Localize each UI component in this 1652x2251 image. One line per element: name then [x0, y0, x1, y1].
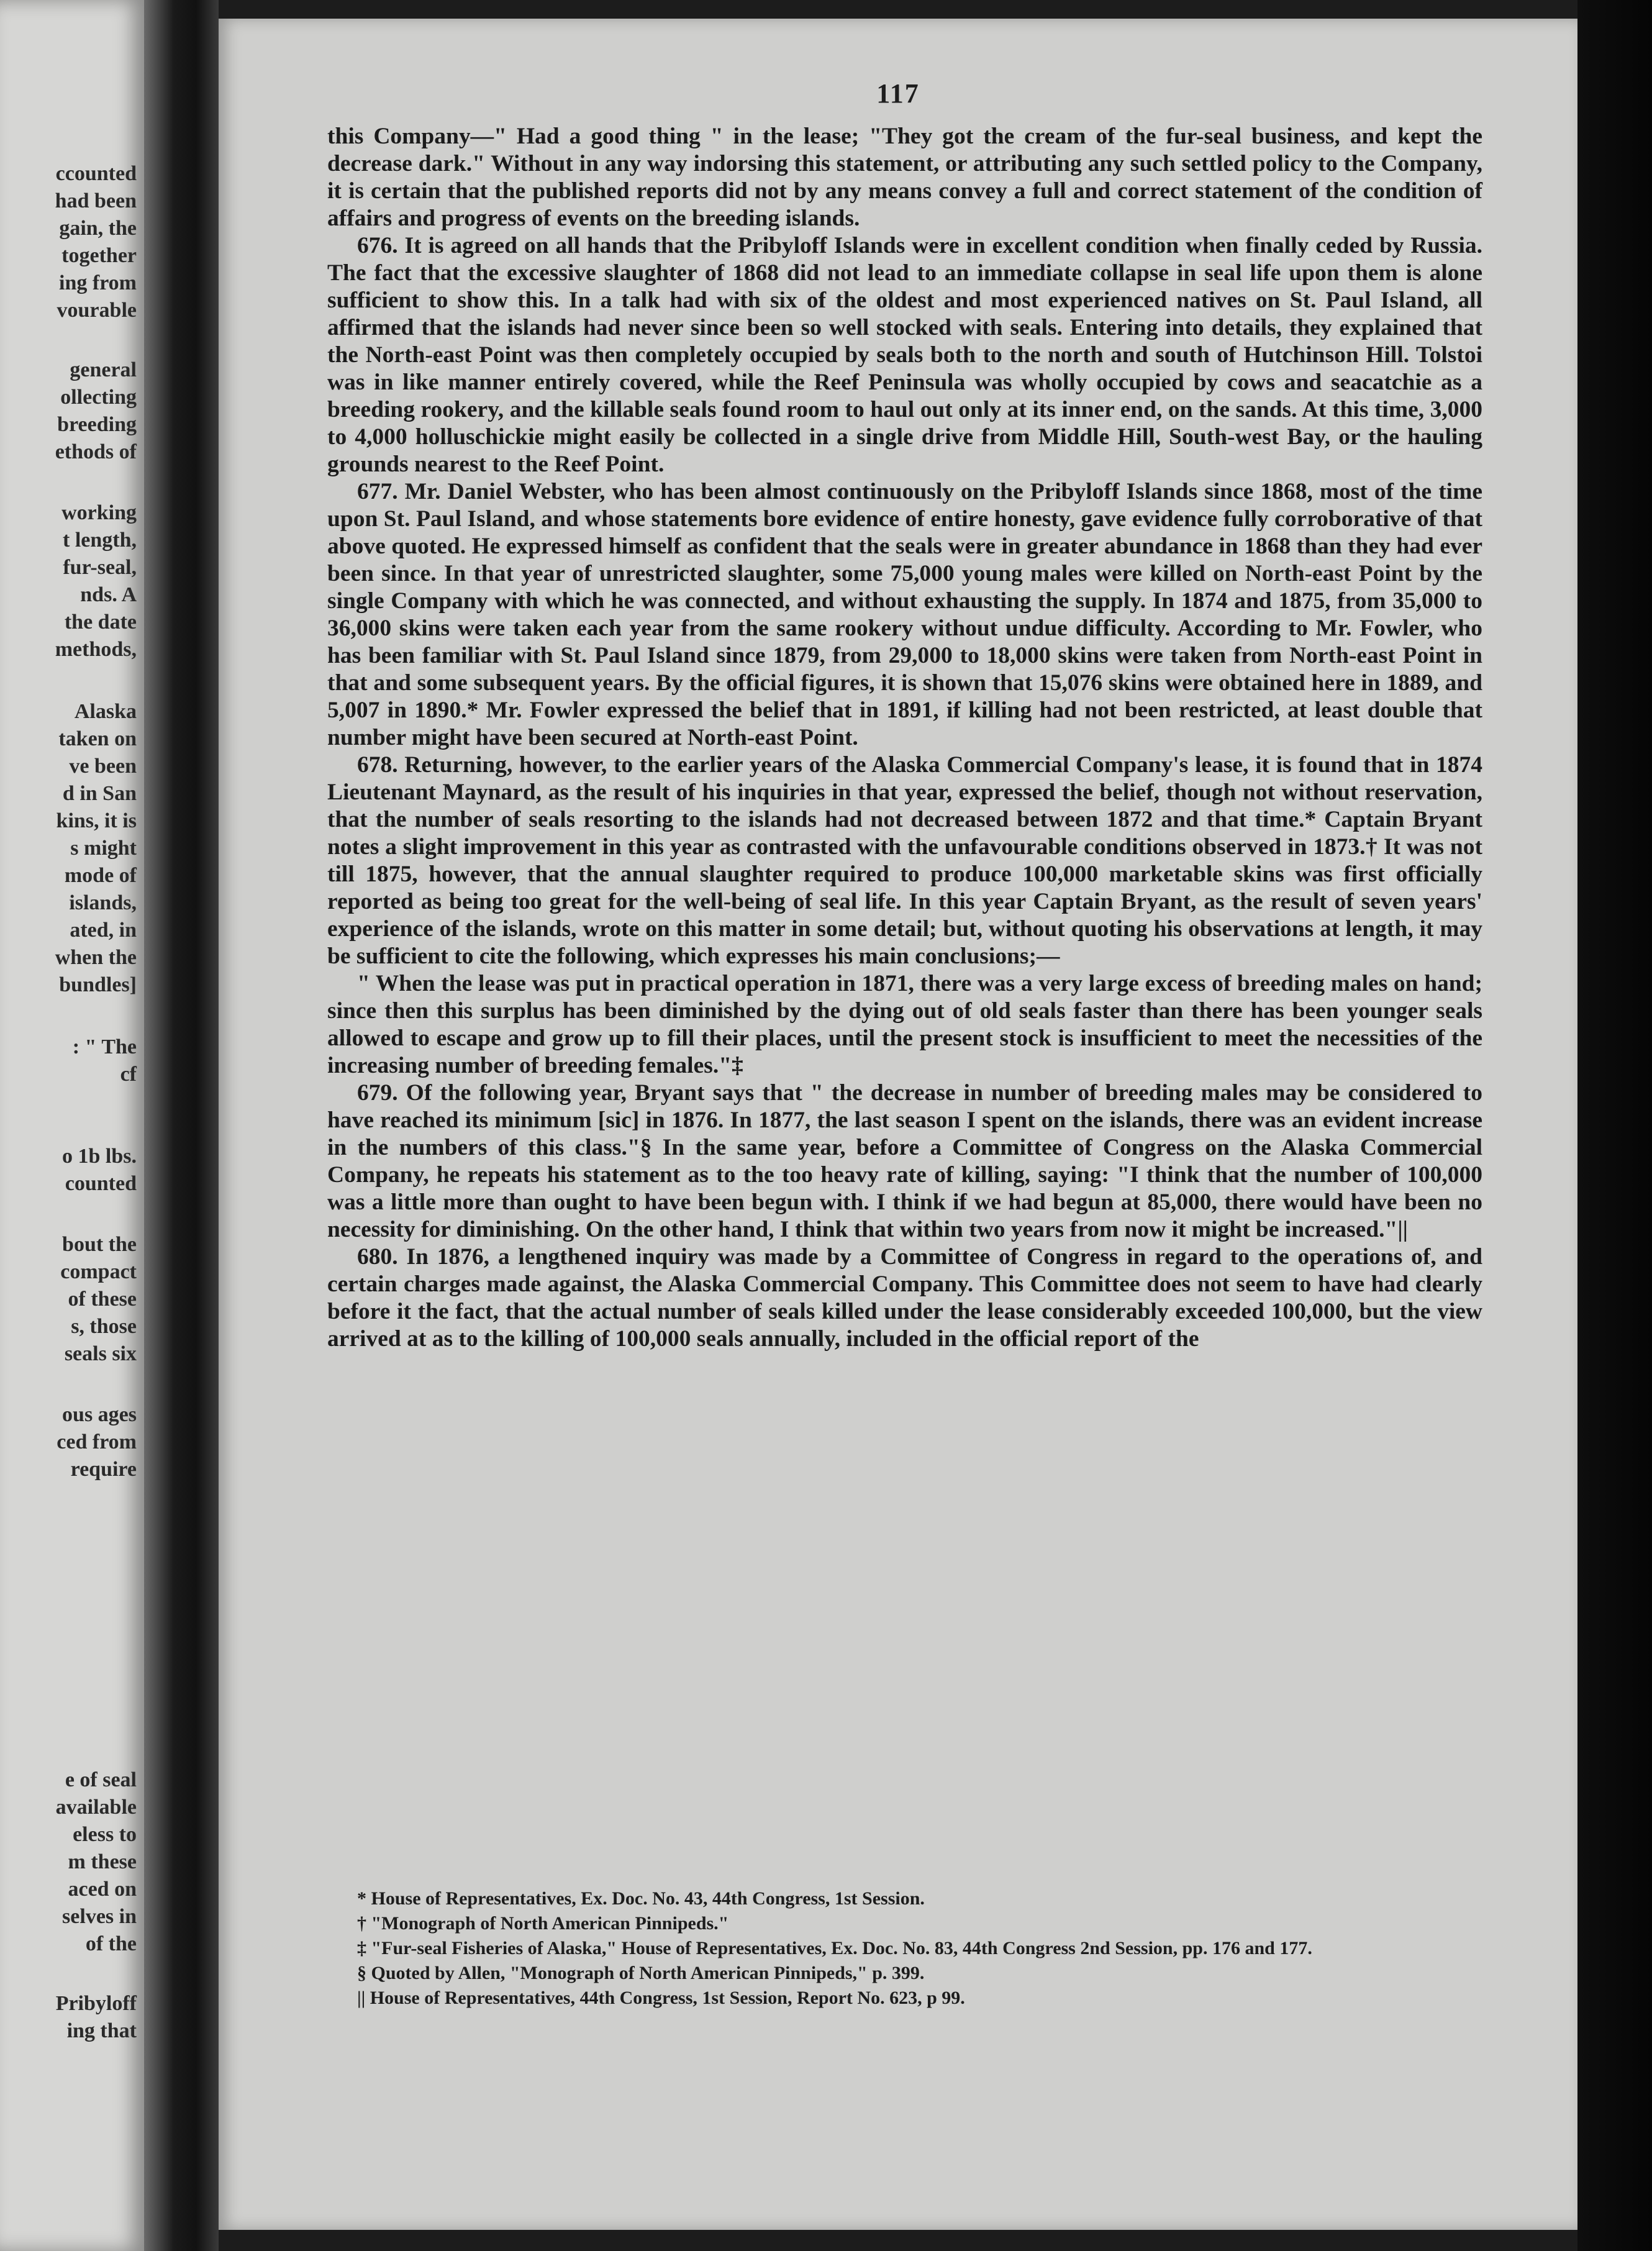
- footnotes: [327, 1887, 1482, 2011]
- left-page-line-fragment: breeding: [57, 413, 137, 436]
- book-gutter: [144, 0, 219, 2251]
- left-page-line-fragment: kins, it is: [56, 809, 137, 832]
- left-page-line-fragment: selves in: [62, 1905, 137, 1928]
- left-page-line-fragment: m these: [68, 1850, 137, 1873]
- left-page-line-fragment: t length,: [63, 529, 137, 552]
- left-page-line-fragment: vourable: [57, 299, 137, 322]
- left-page-line-fragment: ccounted: [55, 162, 137, 185]
- left-page-line-fragment: require: [70, 1458, 137, 1481]
- left-page-line-fragment: gain, the: [59, 217, 137, 240]
- left-page-line-fragment: ollecting: [60, 386, 137, 409]
- previous-page-fragment: [0, 0, 144, 2251]
- footnote: * House of Representatives, Ex. Doc. No. 43, 44th Congress, 1st Session.: [357, 1888, 925, 1909]
- left-page-line-fragment: bundles]: [59, 973, 137, 996]
- left-page-line-fragment: ated, in: [70, 919, 137, 942]
- left-page-line-fragment: fur-seal,: [63, 556, 137, 579]
- left-page-line-fragment: counted: [65, 1172, 137, 1195]
- footnote: † "Monograph of North American Pinnipeds.": [357, 1913, 729, 1934]
- left-page-line-fragment: seals six: [64, 1342, 137, 1365]
- left-page-line-fragment: ve been: [69, 755, 137, 778]
- page-number: 117: [876, 78, 920, 109]
- left-page-line-fragment: together: [61, 244, 137, 267]
- left-page-line-fragment: compact: [60, 1260, 137, 1283]
- left-page-line-fragment: methods,: [55, 638, 137, 661]
- left-page-line-fragment: ethods of: [55, 440, 137, 463]
- left-page-line-fragment: working: [61, 501, 137, 524]
- left-page-line-fragment: e of seal: [65, 1768, 137, 1791]
- left-page-line-fragment: bout the: [62, 1233, 137, 1256]
- left-page-line-fragment: ing from: [59, 271, 137, 294]
- left-page-line-fragment: ous ages: [62, 1403, 137, 1426]
- left-page-line-fragment: s, those: [71, 1315, 137, 1338]
- page-body: [327, 123, 1482, 1353]
- paragraph-677: 677. Mr. Daniel Webster, who has been almost continuously on the Pribyloff Islands since 1868, most of the time upon St. Paul Island, and whose statements bore evidence of entire honesty, gave evidence fully corroborative of that above quoted. He expressed himself as confident that the seals were in greater abundance in 1868 than they had ever been since. In that year of unrestricted slaughter, some 75,000 young males were killed on North-east Point by the single Company with which he was connected, and without exhausting the supply. In 1874 and 1875, from 35,000 to 36,000 skins were taken each year from the same rookery without undue difficulty. According to Mr. Fowler, who has been familiar with St. Paul Island since 1879, from 29,000 to 18,000 skins were taken from North-east Point in that and some subsequent years. By the official figures, it is shown that 15,076 skins were obtained here in 1889, and 5,007 in 1890.* Mr. Fowler expressed the belief that in 1891, if killing had not been restricted, at least double that number might have been secured at North-east Point.: [327, 479, 1482, 750]
- left-page-line-fragment: general: [70, 358, 137, 381]
- left-page-line-fragment: nds. A: [80, 583, 137, 606]
- left-page-line-fragment: when the: [55, 946, 137, 969]
- footnote: § Quoted by Allen, "Monograph of North American Pinnipeds," p. 399.: [357, 1963, 925, 1983]
- left-page-line-fragment: s might: [70, 837, 137, 860]
- paragraph-679: 679. Of the following year, Bryant says that " the decrease in number of breeding males may be considered to have reached its minimum [sic] in 1876. In 1877, the last season I spent on the islands, there was an evident increase in the numbers of this class."§ In the same year, before a Committee of Congress on the Alaska Commercial Company, he repeats his statement as to the too heavy rate of killing, saying: "I think that the number of 100,000 was a little more than ought to have been begun with. I think if we had begun at 85,000, there would have been no necessity for diminishing. On the other hand, I think that within two years from now it might be increased."||: [327, 1080, 1482, 1242]
- left-page-line-fragment: available: [55, 1796, 137, 1819]
- left-page-line-fragment: o 1b lbs.: [62, 1145, 137, 1168]
- footnote: ‡ "Fur-seal Fisheries of Alaska," House of Representatives, Ex. Doc. No. 83, 44th Congress 2nd Session, pp. 176 and 177.: [357, 1938, 1312, 1958]
- book-page: [219, 19, 1577, 2230]
- left-page-line-fragment: ing that: [66, 2019, 137, 2042]
- left-page-line-fragment: taken on: [58, 727, 137, 750]
- left-page-line-fragment: ced from: [57, 1430, 137, 1453]
- left-page-line-fragment: : " The: [72, 1035, 137, 1058]
- left-page-line-fragment: aced on: [68, 1878, 137, 1901]
- left-page-line-fragment: mode of: [64, 864, 137, 887]
- paragraph-676: 676. It is agreed on all hands that the Pribyloff Islands were in excellent condition when finally ceded by Russia. The fact that the excessive slaughter of 1868 did not lead to an immediate collapse in seal life upon them is alone sufficient to show this. In a talk had with six of the oldest and most experienced natives on St. Paul Island, all affirmed that the islands had never since been so well stocked with seals. Entering into details, they explained that the North-east Point was then completely occupied by seals both to the north and south of Hutchinson Hill. Tolstoi was in like manner entirely covered, while the Reef Peninsula was wholly occupied by cows and seacatchie as a breeding rookery, and the killable seals found room to haul out only at its inner end, on the sands. At this time, 3,000 to 4,000 holluschickie might easily be collected in a single drive from Middle Hill, South-west Bay, or the hauling grounds nearest to the Reef Point.: [327, 233, 1482, 477]
- left-page-line-fragment: of the: [85, 1932, 137, 1955]
- left-page-line-fragment: the date: [64, 611, 137, 634]
- left-page-line-fragment: eless to: [73, 1823, 137, 1846]
- left-page-line-fragment: had been: [55, 189, 137, 212]
- footnote: || House of Representatives, 44th Congress, 1st Session, Report No. 623, p 99.: [357, 1988, 965, 2008]
- left-page-line-fragment: Alaska: [74, 700, 137, 723]
- left-page-line-fragment: of these: [68, 1288, 137, 1311]
- scan-border: [1577, 0, 1652, 2251]
- paragraph-678: 678. Returning, however, to the earlier years of the Alaska Commercial Company's lease, it is found that in 1874 Lieutenant Maynard, as the result of his inquiries in that year, expressed the belief, though not without reservation, that the number of seals resorting to the islands had not decreased between 1872 and that time.* Captain Bryant notes a slight improvement in this year as contrasted with the unfavourable conditions observed in 1873.† It was not till 1875, however, that the annual slaughter required to produce 100,000 marketable skins was first officially reported as being too great for the well-being of seal life. In this year Captain Bryant, as the result of seven years' experience of the islands, wrote on this matter in some detail; but, without quoting his observations at length, it may be sufficient to cite the following, which expresses his main conclusions;—: [327, 752, 1482, 969]
- left-page-line-fragment: Pribyloff: [55, 1992, 137, 2015]
- paragraph-680: 680. In 1876, a lengthened inquiry was made by a Committee of Congress in regard to the operations of, and certain charges made against, the Alaska Commercial Company. This Committee does not seem to have had clearly before it the fact, that the actual number of seals killed under the lease considerably exceeded 100,000, but the view arrived at as to the killing of 100,000 seals annually, included in the official report of the: [327, 1244, 1482, 1352]
- left-page-line-fragment: cf: [120, 1063, 137, 1086]
- block-quote: " When the lease was put in practical operation in 1871, there was a very large excess of breeding males on hand; since then this surplus has been diminished by the dying out of old seals faster than there has been younger seals allowed to escape and grow up to fill their places, until the present stock is insufficient to meet the necessities of the increasing number of breeding females."‡: [327, 971, 1482, 1078]
- paragraph-continuation: this Company—" Had a good thing " in the lease; "They got the cream of the fur-seal business, and kept the decrease dark." Without in any way indorsing this statement, or attributing any such settled policy to the Company, it is certain that the published reports did not by any means convey a full and correct statement of the condition of affairs and progress of events on the breeding islands.: [327, 124, 1482, 231]
- left-page-line-fragment: islands,: [69, 891, 137, 914]
- left-page-line-fragment: d in San: [62, 782, 137, 805]
